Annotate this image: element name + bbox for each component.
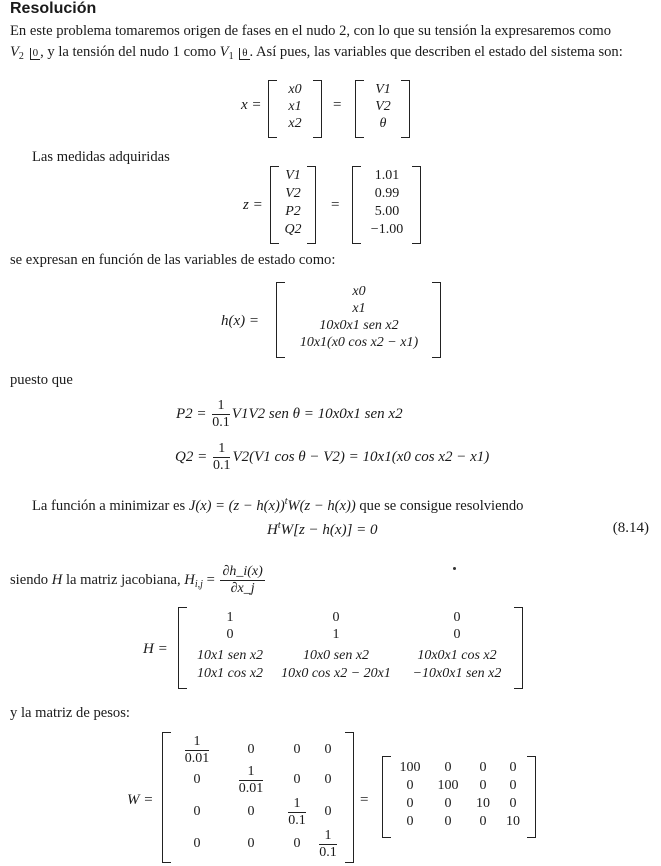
w-left-cell: 0: [247, 742, 255, 757]
bracket-left: [382, 756, 391, 838]
since-text: puesto que: [10, 372, 73, 388]
bracket-right: [313, 80, 322, 138]
state-right-1: V2: [375, 99, 391, 114]
w-left-cell-fraction: [288, 796, 306, 829]
section-heading: Resolución: [10, 0, 97, 17]
p2-rhs: V1V2 sen θ = 10x0x1 sen x2: [231, 405, 403, 422]
w-left-cell: 0: [324, 804, 332, 819]
state-right-2: θ: [379, 116, 387, 131]
w-left-cell: 0: [247, 836, 255, 851]
w-left-cell: [226, 764, 276, 797]
h-row-0: x0: [352, 284, 366, 299]
bracket-left: [178, 607, 187, 689]
equals: =: [331, 197, 340, 213]
h-row-3: 10x1(x0 cos x2 − x1): [299, 335, 419, 350]
w-right-cell: 100: [437, 778, 459, 793]
w-right-cell: 0: [479, 760, 487, 775]
bracket-right: [527, 756, 536, 838]
w-right-cell: 0: [509, 778, 517, 793]
bracket-right: [307, 166, 316, 244]
w-right-cell: 0: [444, 760, 452, 775]
v1-symbol: V: [219, 44, 229, 60]
h-matrix-cell: −10x0x1 sen x2: [412, 666, 502, 681]
intro-text-b: , y la tensión del nudo 1 como: [40, 44, 216, 60]
w-left-cell: 0: [324, 742, 332, 757]
h-row-1: x1: [352, 301, 366, 316]
w-left-cell: 0: [324, 772, 332, 787]
state-vector-label: x =: [241, 97, 262, 113]
expressed-text: se expresan en función de las variables de estado como:: [10, 252, 336, 268]
q2-frac-den: 0.1: [212, 458, 231, 473]
measures-text: Las medidas adquiridas: [32, 149, 170, 165]
q2-equation: [175, 441, 489, 474]
phase-angle-zero: 0: [30, 48, 41, 60]
h-matrix-cell: 1: [332, 627, 340, 642]
w-left-cell: 0: [193, 804, 201, 819]
w-right-cell: 0: [479, 814, 487, 829]
jacobian-equals: =: [206, 571, 215, 588]
w-left-cell-num: 1: [239, 764, 264, 781]
minimize-text: [32, 493, 523, 515]
equation-number: (8.14): [612, 520, 649, 536]
h-matrix-cell: 1: [226, 610, 234, 625]
w-right-cell: 0: [444, 796, 452, 811]
state-left-1: x1: [288, 99, 302, 114]
jacobian-fraction: [220, 564, 264, 597]
measure-right-3: −1.00: [370, 222, 404, 237]
equals: =: [333, 97, 342, 113]
q2-frac-num: 1: [213, 441, 231, 458]
state-left-0: x0: [288, 82, 302, 97]
w-right-cell: 100: [399, 760, 421, 775]
jacobian-ij: i,j: [194, 578, 203, 590]
w-left-cell-den: 0.1: [288, 813, 306, 828]
intro-line-2: [10, 43, 623, 66]
w-left-cell: 0: [293, 836, 301, 851]
v1-subscript: 1: [228, 51, 234, 62]
w-right-cell: 0: [444, 814, 452, 829]
w-right-cell: 10: [506, 814, 520, 829]
w-right-cell: 0: [406, 796, 414, 811]
phase-angle-theta: θ: [239, 48, 249, 60]
w-left-cell: 0: [193, 772, 201, 787]
state-left-2: x2: [288, 116, 302, 131]
measure-right-0: 1.01: [374, 168, 400, 183]
jacobian-text: [10, 564, 267, 597]
h-matrix-cell: 10x0x1 cos x2: [417, 648, 497, 663]
q2-fraction: [213, 441, 231, 474]
minimize-text-a: La función a minimizar es: [32, 497, 186, 514]
q2-lhs: Q2 =: [175, 448, 208, 465]
bracket-right: [432, 282, 441, 358]
p2-fraction: [212, 398, 230, 431]
w-left-cell: [314, 828, 342, 861]
intro-line-1: En este problema tomaremos origen de fases en el nudo 2, con lo que su tensión la expresaremos como: [10, 23, 612, 39]
measure-right-1: 0.99: [374, 186, 400, 201]
measure-right-2: 5.00: [374, 204, 400, 219]
v2-subscript: 2: [18, 51, 24, 62]
w-left-cell-den: 0.01: [238, 781, 264, 796]
w-left-cell-fraction: [239, 764, 264, 797]
w-left-cell-fraction: [319, 828, 337, 861]
w-right-cell: 0: [479, 778, 487, 793]
w-left-cell-den: 0.1: [319, 845, 337, 860]
w-left-cell: 0: [293, 772, 301, 787]
bracket-left: [268, 80, 277, 138]
jacobian-text-c: la matriz jacobiana,: [65, 571, 181, 588]
bracket-right: [401, 80, 410, 138]
measure-left-1: V2: [285, 186, 301, 201]
cost-function-tail: W(z − h(x)): [287, 497, 356, 514]
w-left-cell-num: 1: [319, 828, 337, 845]
p2-frac-num: 1: [212, 398, 230, 415]
intro-text-c: . Así pues, las variables que describen el estado del sistema son:: [249, 44, 623, 60]
minimize-text-e: que se consigue resolviendo: [359, 497, 524, 514]
w-right-cell: 0: [406, 778, 414, 793]
weights-text: y la matriz de pesos:: [10, 705, 130, 721]
cost-function: J(x) = (z − h(x)): [188, 497, 285, 514]
q2-rhs: V2(V1 cos θ − V2) = 10x1(x0 cos x2 − x1): [232, 448, 490, 465]
w-left-cell: [172, 734, 222, 767]
normal-eq-body: W[z − h(x)] = 0: [280, 522, 378, 538]
h-matrix-cell: 0: [453, 610, 461, 625]
measure-left-0: V1: [285, 168, 301, 183]
h-matrix-cell: 0: [332, 610, 340, 625]
h-row-2: 10x0x1 sen x2: [319, 318, 399, 333]
w-left-cell-den: 0.01: [184, 751, 210, 766]
bracket-left: [276, 282, 285, 358]
transpose-sup: t: [284, 496, 288, 507]
p2-frac-den: 0.1: [212, 415, 230, 430]
w-right-cell: 10: [476, 796, 490, 811]
h-matrix-cell: 0: [226, 627, 234, 642]
h-matrix-cell: 10x1 cos x2: [196, 666, 264, 681]
w-right-cell: 0: [509, 796, 517, 811]
w-left-cell: 0: [193, 836, 201, 851]
w-left-cell: [280, 796, 314, 829]
speck: [453, 567, 456, 570]
bracket-right: [345, 732, 354, 863]
normal-eq-sup: t: [277, 520, 281, 531]
measure-left-2: P2: [285, 204, 301, 219]
bracket-left: [352, 166, 361, 244]
equals: =: [360, 792, 369, 808]
w-right-cell: 0: [406, 814, 414, 829]
w-matrix-label: W =: [127, 792, 154, 808]
bracket-right: [412, 166, 421, 244]
normal-equation: [267, 520, 378, 539]
state-right-0: V1: [375, 82, 391, 97]
v2-symbol: V: [10, 44, 19, 60]
h-matrix-label: H =: [143, 641, 168, 657]
h-matrix-cell: 10x0 cos x2 − 20x1: [281, 666, 391, 681]
h-matrix-cell: 10x1 sen x2: [196, 648, 264, 663]
w-left-cell-num: 1: [288, 796, 306, 813]
measures-vector-label: z =: [243, 197, 263, 213]
w-left-cell: 0: [293, 742, 301, 757]
h-matrix-cell: 0: [453, 627, 461, 642]
w-left-cell: 0: [247, 804, 255, 819]
jacobian-hij: H: [184, 571, 195, 588]
normal-eq-h: H: [267, 522, 278, 538]
p2-equation: [176, 398, 403, 431]
jacobian-h: H: [51, 571, 63, 588]
p2-lhs: P2 =: [176, 405, 207, 422]
jacobian-den: ∂x_j: [230, 581, 255, 596]
bracket-left: [355, 80, 364, 138]
w-right-cell: 0: [509, 760, 517, 775]
w-left-cell-fraction: [185, 734, 210, 767]
measure-left-3: Q2: [284, 222, 302, 237]
h-matrix-cell: 10x0 sen x2: [302, 648, 370, 663]
h-vector-label: h(x) =: [221, 313, 260, 329]
bracket-right: [514, 607, 523, 689]
jacobian-text-a: siendo: [10, 571, 49, 588]
w-left-cell-num: 1: [185, 734, 210, 751]
bracket-left: [162, 732, 171, 863]
jacobian-num: ∂h_i(x): [222, 564, 263, 579]
